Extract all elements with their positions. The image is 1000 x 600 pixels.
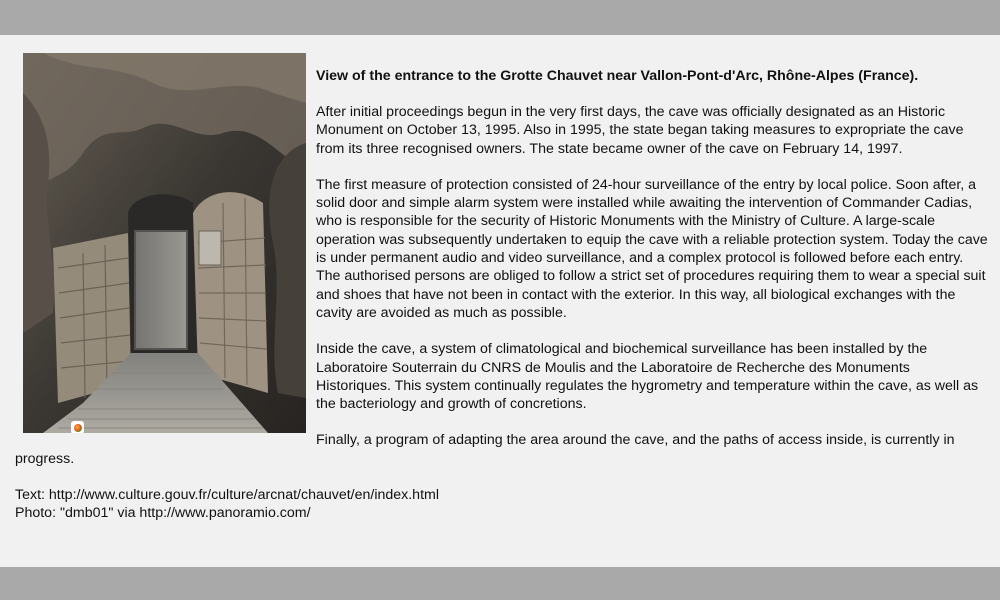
- photo-credit: Photo: "dmb01" via http://www.panoramio.com/: [15, 505, 311, 522]
- article-title: View of the entrance to the Grotte Chauvet near Vallon-Pont-d'Arc, Rhône-Alpes (France).: [316, 68, 919, 84]
- credits: [15, 486, 988, 523]
- text-credit: Text: http://www.culture.gouv.fr/culture/arcnat/chauvet/en/index.html: [15, 487, 439, 504]
- bottom-frame-band: [0, 567, 1000, 600]
- cave-entrance-photo[interactable]: [23, 53, 306, 433]
- top-frame-band: [0, 0, 1000, 35]
- photo-illustration: [23, 53, 306, 433]
- article-panel: [0, 35, 1000, 567]
- paragraph-designation: After initial proceedings begun in the very first days, the cave was officially designated as an Historic Monument on October 13, 1995. Also in 1995, the state began taking measures to expropriate the cave from its three recognised owners. The state became owner of the cave on February 14, 1997.: [316, 104, 964, 157]
- panoramio-icon[interactable]: [71, 421, 84, 433]
- paragraph-surveillance: Inside the cave, a system of climatological and biochemical surveillance has been installed by the Laboratoire Souterrain du CNRS de Moulis and the Laboratoire de Recherche des Monuments Historiques. This system continually regulates the hygrometry and temperature within the cave, as well as the bacteriology and growth of concretions.: [316, 341, 979, 413]
- paragraph-adaptation: Finally, a program of adapting the area around the cave, and the paths of access inside, is currently in progress.: [15, 432, 955, 467]
- paragraph-protection: The first measure of protection consisted of 24-hour surveillance of the entry by local police. Soon after, a solid door and simple alarm system were installed while awaiting the intervention of Commander Cadias, who is responsible for the security of Historic Monuments with the Ministry of Culture. A large-scale operation was subsequently undertaken to equip the cave with a reliable protection system. Today the cave is under permanent audio and video surveillance, and a complex protocol is followed before each entry. The authorised persons are obliged to follow a strict set of procedures requiring them to wear a special suit and shoes that have not been in contact with the exterior. In this way, all biological exchanges with the cavity are avoided as much as possible.: [316, 176, 988, 321]
